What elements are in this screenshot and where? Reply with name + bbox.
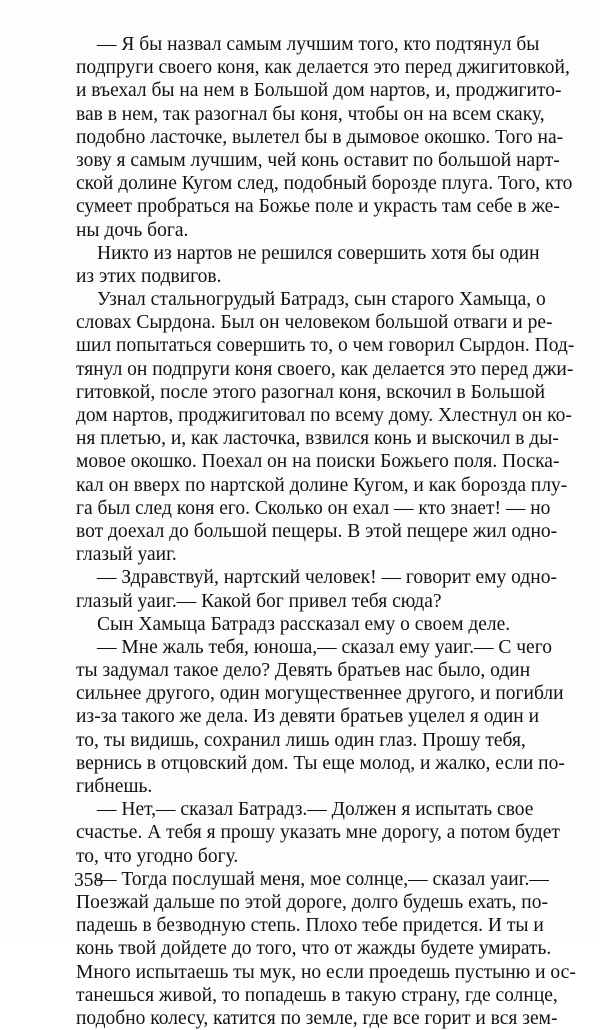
text-line: вернись в отцовский дом. Ты еще молод, и жалко, если по- [76,752,565,774]
text-line: Узнал стальногрудый Батрадз, сын старого Хамыца, о [97,289,546,311]
text-line: Много испытаешь ты мук, но если проедешь пустыню и ос- [76,961,576,983]
text-line: — Я бы назвал самым лучшим того, кто подтянул бы [97,34,540,55]
text-line: подобно колесу, катится по земле, где все горит и вся зем- [76,1007,558,1029]
text-line: гибнешь. [76,776,153,797]
text-line: глазый уаиг. [76,544,177,566]
text-line: словах Сырдона. Был он человеком большой отваги и ре- [76,312,553,334]
text-line: ны дочь бога. [76,219,189,241]
text-line: вот доехал до большой пещеры. В этой пещере жил одно- [76,520,558,542]
text-line: падешь в безводную степь. Плохо тебе придется. И ты и [76,915,544,937]
text-line: конь твой дойдете до того, что от жажды будете умирать. [76,938,552,960]
text-line: Сын Хамыца Батрадз рассказал ему о своем деле. [97,613,511,635]
text-line: то, что угодно богу. [76,845,239,867]
text-line: Никто из нартов не решился совершить хотя бы один [97,242,540,264]
text-line: дом нартов, проджигитовал по всему дому. Хлестнул он ко- [76,405,572,426]
text-line: подобно ласточке, вылетел бы в дымовое окошко. Того на- [76,126,564,148]
text-line: кал он вверх по нартской долине Кугом, и как борозда плу- [76,474,568,496]
text-line: ты задумал такое дело? Девять братьев нас было, один [76,660,531,682]
text-line: ня плетью, и, как ласточка, взвился конь и выскочил в ды- [76,428,559,450]
text-line: га был след коня его. Сколько он ехал — кто знает! — но [76,497,551,519]
text-line: шил попытаться совершить то, о чем говорил Сырдон. Под- [76,335,575,357]
page-text [76,33,576,1030]
text-line: — Здравствуй, нартский человек! — говорит ему одно- [97,567,557,589]
text-line: сильнее другого, один могущественнее другого, и погибли [76,683,564,705]
text-line: зову я самым лучшим, чей конь оставит по большой нарт- [76,149,560,171]
text-line: Поезжай дальше по этой дороге, долго будешь ехать, по- [76,891,548,913]
text-line: ской долине Кугом след, подобный борозде плуга. Того, кто [76,173,573,195]
text-line: тянул он подпруги коня своего, как делается это перед джи- [76,358,574,380]
text-line: из этих подвигов. [76,265,222,287]
text-line: — Мне жаль тебя, юноша,— сказал ему уаиг.— С чего [97,636,552,658]
text-line: счастье. А тебя я прошу указать мне дорогу, а потом будет [76,822,560,844]
text-line: то, ты видишь, сохранил лишь один глаз. Прошу тебя, [76,729,526,751]
text-line: глазый уаиг.— Какой бог привел тебя сюда? [76,590,442,612]
text-line: — Нет,— сказал Батрадз.— Должен я испытать свое [97,799,534,821]
text-line: из-за такого же дела. Из девяти братьев уцелел я один и [76,706,540,728]
text-line: и въехал бы на нем в Большой дом нартов, и, проджигито- [76,80,562,102]
page-number: 358 [74,870,104,891]
text-line: гитовкой, после этого разогнал коня, вскочил в Большой [76,381,546,403]
text-line: сумеет пробраться на Божье поле и украсть там себе в же- [76,196,560,218]
text-line: — Тогда послушай меня, мое солнце,— сказал уаиг.— [97,868,549,890]
text-line: вав в нем, так разогнал бы коня, чтобы он на всем скаку, [76,103,545,125]
text-line: мовое окошко. Поехал он на поиски Божьего поля. Поска- [76,451,560,473]
text-line: танешься живой, то попадешь в такую страну, где солнце, [76,984,558,1006]
text-line: подпруги своего коня, как делается это перед джигитовкой, [76,57,570,79]
